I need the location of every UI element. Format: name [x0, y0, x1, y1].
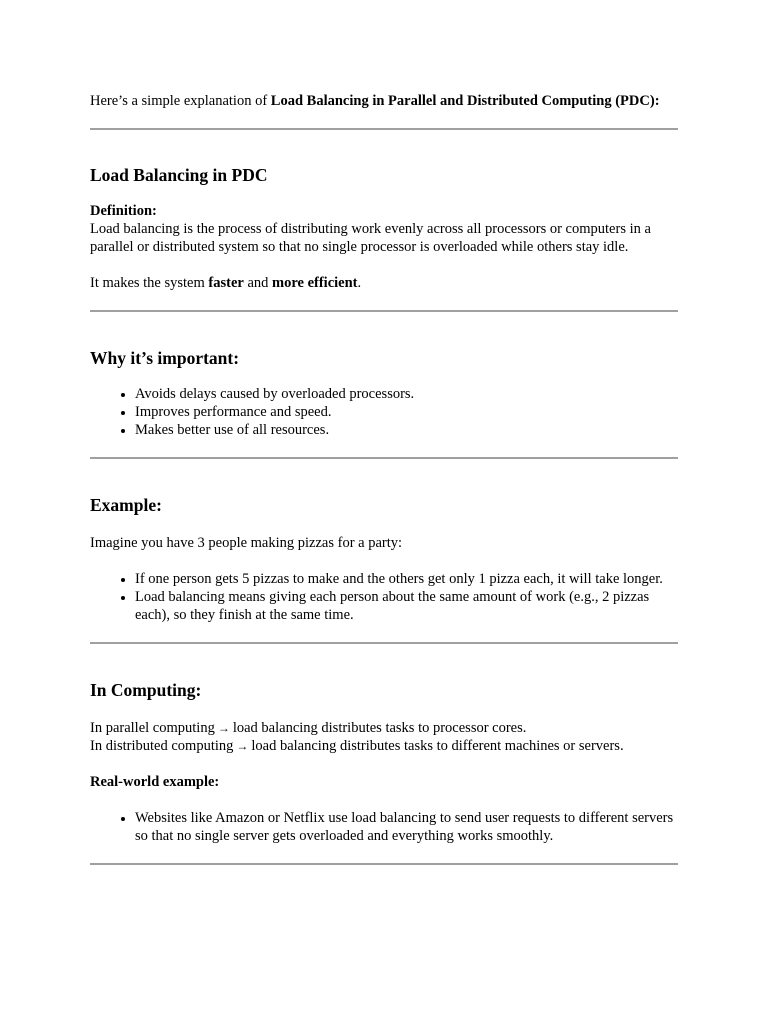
- section-heading-load-balancing: Load Balancing in PDC: [90, 165, 268, 185]
- summary-prefix: It makes the system: [90, 275, 209, 291]
- distributed-suffix: load balancing distributes tasks to different machines or servers.: [251, 738, 624, 754]
- document-page: [90, 92, 678, 865]
- realworld-label: Real-world example:: [90, 774, 220, 790]
- computing-line-parallel: [90, 719, 678, 737]
- list-item: • Improves performance and speed.: [135, 403, 678, 421]
- right-arrow-icon: →: [236, 739, 249, 753]
- list-item: • If one person gets 5 pizzas to make and the others get only 1 pizza each, it will take longer.: [135, 570, 678, 588]
- section-divider: [90, 642, 678, 644]
- parallel-prefix: In parallel computing: [90, 720, 215, 736]
- computing-line-distributed: [90, 737, 678, 755]
- intro-paragraph: [90, 92, 678, 110]
- summary-efficient: more efficient: [272, 275, 358, 291]
- definition-text: Load balancing is the process of distributing work evenly across all processors or computers in a parallel or distributed system so that no single processor is overloaded while others stay idle.: [90, 221, 651, 255]
- intro-topic: Load Balancing in Parallel and Distributed Computing (PDC): [270, 93, 655, 109]
- spacer: [90, 256, 678, 274]
- example-lead: Imagine you have 3 people making pizzas for a party:: [90, 535, 403, 551]
- section-heading-example: Example:: [90, 495, 162, 515]
- summary-suffix: .: [357, 275, 362, 291]
- list-item: • Load balancing means giving each person about the same amount of work (e.g., 2 pizzas each), so they finish at the same time.: [135, 588, 678, 624]
- example-list: [90, 570, 678, 624]
- section-divider: [90, 310, 678, 312]
- section-divider: [90, 863, 678, 865]
- summary-paragraph: [90, 274, 678, 292]
- summary-mid: and: [243, 275, 273, 291]
- section-heading-computing: In Computing:: [90, 680, 202, 700]
- distributed-prefix: In distributed computing: [90, 738, 234, 754]
- intro-prefix: Here’s a simple explanation of: [90, 93, 271, 109]
- definition-label: Definition:: [90, 203, 157, 219]
- intro-suffix: :: [654, 93, 660, 109]
- list-item: • Avoids delays caused by overloaded processors.: [135, 385, 678, 403]
- summary-faster: faster: [208, 275, 244, 291]
- section-divider: [90, 457, 678, 459]
- importance-list: [90, 385, 678, 439]
- realworld-list: [90, 809, 678, 845]
- section-heading-importance: Why it’s important:: [90, 348, 240, 368]
- parallel-suffix: load balancing distributes tasks to processor cores.: [232, 720, 527, 736]
- list-item: • Makes better use of all resources.: [135, 421, 678, 439]
- section-divider: [90, 128, 678, 130]
- list-item: • Websites like Amazon or Netflix use load balancing to send user requests to different servers so that no single server gets overloaded and everything works smoothly.: [135, 809, 678, 845]
- right-arrow-icon: →: [217, 721, 230, 735]
